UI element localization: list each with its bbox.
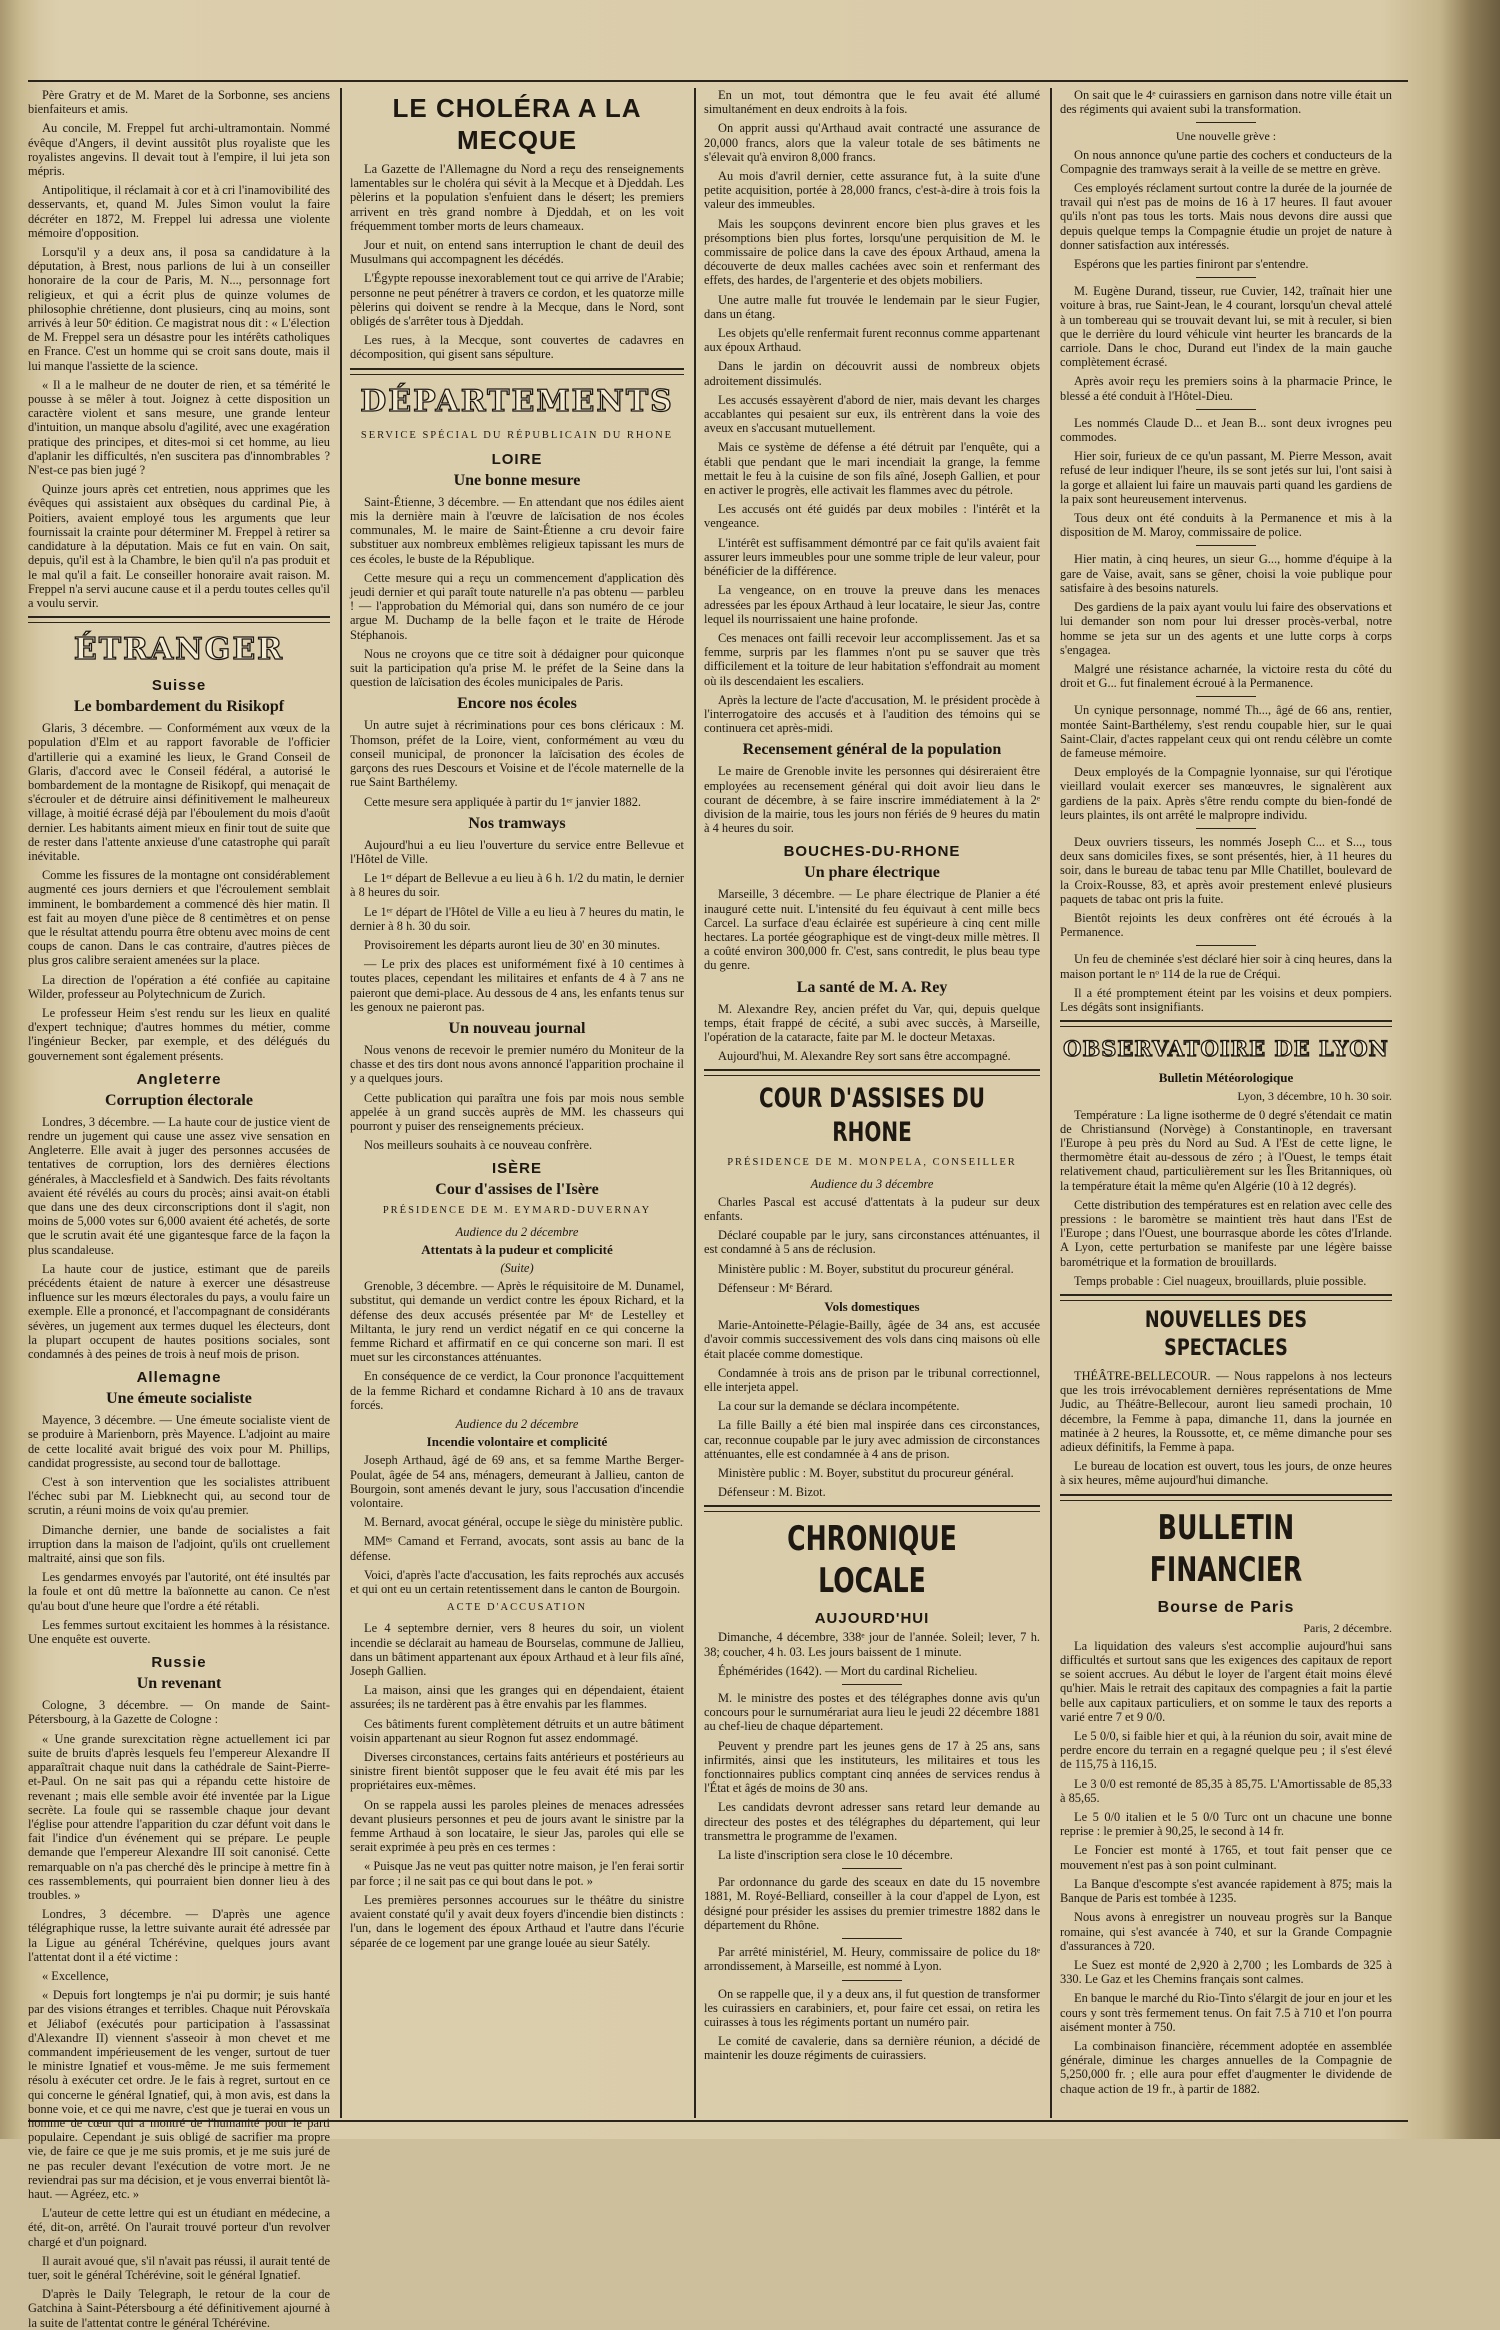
paragraph: Dans le jardin on découvrit aussi de nombreux objets adroitement dissimulés. (704, 359, 1040, 388)
paragraph: Voici, d'après l'acte d'accusation, les faits reprochés aux accusés et qui ont eu un certain retentissement dans le canton de Bourgoin. (350, 1567, 684, 1597)
paragraph: La liquidation des valeurs s'est accomplie aujourd'hui sans difficultés et surtout sans que les exigences des capitaux de report se soient accrues. Au début le loyer de l'argent était moins élevé qu'hier. Mais le retrait des capitaux des compagnies a fait la partie belle aux capitaux particuliers, et on somme le taux des reports a varié entre 7 et 9 0/0. (1060, 1638, 1392, 1724)
paragraph: Joseph Arthaud, âgé de 69 ans, et sa femme Marthe Berger-Poulat, âgée de 54 ans, ménagers, demeurant à Jallieu, canton de Bourgoin, sont amenés devant le jury, sous l'accusation d'incendie volontaire. (350, 1453, 684, 1511)
case-title: Attentats à la pudeur et complicité (421, 1241, 613, 1257)
article-heading-cholera: LE CHOLÉRA A LA MECQUE (392, 93, 642, 155)
paragraph: Dimanche dernier, une bande de socialistes a fait irruption dans la maison de l'adjoint, qu'ils ont cruellement maltraité, ainsi que son fils. (28, 1522, 330, 1566)
paragraph: « Excellence, (42, 1968, 109, 1983)
case-title: Incendie volontaire et complicité (426, 1434, 608, 1450)
paragraph: — Le prix des places est uniformément fixé à 10 centimes à toutes places, cependant les militaires et enfants de 4 à 7 ans ne paieront que demi-place. Au dessous de 4 ans, les enfants tenus sur les genoux ne paieront pas. (350, 957, 684, 1014)
subsection-heading: Suisse (151, 677, 207, 695)
column-rule (694, 88, 696, 2118)
paragraph: La Banque d'escompte s'est avancée rapidement à 875; mais la Banque de Paris est tombée à 1235. (1060, 1876, 1392, 1906)
paragraph: Londres, 3 décembre. — D'après une agence télégraphique russe, la lettre suivante aurait été adressée par la Ligue au général Tchérévine, quelques jours avant l'attentat dont il a été victime : (28, 1907, 330, 1964)
paragraph: MMᵉˢ Camand et Ferrand, avocats, sont assis au banc de la défense. (350, 1534, 684, 1563)
column-3 (704, 88, 1040, 2118)
paragraph: La liste d'inscription sera close le 10 décembre. (718, 1848, 953, 1863)
paragraph: « Il a le malheur de ne douter de rien, et sa témérité le pousse à se mêler à tout. Joignez à cette disposition un caractère violent et sans mesure, une grande lenteur d'intuition, un manque absolu d'agilité, avec une exagération pratique des principes, et dites-moi si cet homme, au lieu d'aplanir les difficultés, n'en suscitera pas d'innombrables ? N'est-ce pas bien jugé ? (28, 377, 330, 478)
paragraph: Grenoble, 3 décembre. — Après le réquisitoire de M. Dunamel, substitut, qui demande un verdict contre les époux Richard, et la défense des deux accusés présentée par Mᵉ de Lestelley et Miltanta, le jury rend un verdict négatif en ce qui concerne la femme Richard et affirmatif en ce qui concerne son mari. Il est muet sur les circonstances atténuantes. (350, 1279, 684, 1365)
paragraph: La haute cour de justice, estimant que de pareils précédents étaient de nature à exercer une désastreuse influence sur les mœurs électorales du pays, a voulu faire un exemple. Elle a prononcé, et l'accompagnant de considérants sévères, un jugement aux termes duquel les électeurs, dont la plupart occupent de hautes positions sociales, sont condamnés à des peines de trois à neuf mois de prison. (28, 1261, 330, 1362)
paragraph: Le maire de Grenoble invite les personnes qui désireraient être employées au recensement général qui doit avoir lieu dans le courant de décembre, à se faire inscrire immédiatement à la 2ᵉ division de la mairie, tous les jours non fériés de 9 heures du matin à 4 heures du soir. (704, 764, 1040, 836)
divider (1196, 409, 1256, 410)
paragraph: Au mois d'avril dernier, cette assurance fut, à la suite d'une petite acquisition, portée à 28,000 francs, c'est-à-dire à trois fois la valeur des immeubles. (704, 169, 1040, 212)
paragraph: Les objets qu'elle renfermait furent reconnus comme appartenant aux époux Arthaud. (704, 326, 1040, 355)
paragraph: La Gazette de l'Allemagne du Nord a reçu des renseignements lamentables sur le choléra qui sévit à la Mecque et à Djeddah. Les pèlerins et la population s'enfuient dans le désert; les premiers arrivent en très grand nombre à Djeddah, et on les voit fréquemment tomber morts de leurs chameaux. (350, 162, 684, 233)
paragraph: Il a été promptement éteint par les voisins et deux pompiers. Les dégâts sont insignifiants. (1060, 985, 1392, 1014)
article-title: Un phare électrique (804, 864, 940, 882)
paragraph: Les nommés Claude D... et Jean B... sont deux ivrognes peu commodes. (1060, 415, 1392, 445)
divider (1196, 696, 1256, 697)
divider (842, 1938, 902, 1939)
article-title: Un revenant (136, 1675, 222, 1693)
paragraph: M. Eugène Durand, tisseur, rue Cuvier, 142, traînait hier une voiture à bras, rue Saint-Jean, le 4 courant, lorsqu'un cheval attelé à un tombereau qui se trouvait devant lui, se mit à reculer, si bien que le derrière du lourd véhicule vint heurter les brancards de la carriole. Dans le choc, Durand eut l'index de la main gauche complètement écrasé. (1060, 284, 1392, 370)
paragraph: On se rappela aussi les paroles pleines de menaces adressées devant plusieurs personnes et peu de jours avant le sinistre par la femme Arthaud à son locataire, le sieur Jas, paroles qui elle se serait exprimée à peu près en ces termes : (350, 1797, 684, 1855)
paragraph: La direction de l'opération a été confiée au capitaine Wilder, professeur au Polytechnicum de Zurich. (28, 972, 330, 1001)
paragraph: Tous deux ont été conduits à la Permanence et mis à la disposition de M. Maroy, commissaire de police. (1060, 511, 1392, 540)
divider (1196, 545, 1256, 546)
paragraph: Après avoir reçu les premiers soins à la pharmacie Prince, le blessé a été conduit à l'Hôtel-Dieu. (1060, 374, 1392, 403)
paragraph: Après la lecture de l'acte d'accusation, M. le président procède à l'interrogatoire des accusés et à l'audition des témoins qui se continuera cet après-midi. (704, 692, 1040, 736)
paragraph: Ces menaces ont failli recevoir leur accomplissement. Jas et sa femme, surpris par les flammes n'ont pu se sauver que très difficilement et la toiture de leur habitation s'effondrait au moment où ils descendaient les escaliers. (704, 630, 1040, 688)
paragraph: Jour et nuit, on entend sans interruption le chant de deuil des Musulmans qui accompagnent les décédés. (350, 238, 684, 267)
paragraph: « Puisque Jas ne veut pas quitter notre maison, je l'en ferai sortir par force ; il ne sait pas ce qui bout dans le pot. » (350, 1859, 684, 1888)
paragraph: Antipolitique, il réclamait à cor et à cri l'inamovibilité des desservants, et, quand M. Jules Simon voulut la faire décréter en 1872, M. Freppel lui adressa une violente mémoire d'opposition. (28, 183, 330, 240)
acte-heading: ACTE D'ACCUSATION (446, 1602, 588, 1614)
paragraph: Charles Pascal est accusé d'attentats à la pudeur sur deux enfants. (704, 1194, 1040, 1223)
paragraph: Diverses circonstances, certains faits antérieurs et postérieurs au sinistre firent bientôt supposer que le feu avait été mis par les propriétaires eux-mêmes. (350, 1750, 684, 1793)
paragraph: Lorsqu'il y a deux ans, il posa sa candidature à la députation, à Brest, nous parlions de lui à un conseiller honoraire de la cour de Paris, M. N..., personnage fort religieux, et qui a écrit plus de quinze volumes de philosophie chrétienne, dont plusieurs, cinq au moins, sont arrivés à leur 50ᵉ édition. Ce magistrat nous dit : « L'élection de M. Freppel sera un désastre pour les intérêts catholiques en France. C'est un homme qui se croit sans doute, mais il lui manque l'assiette de la science. (28, 245, 330, 373)
paragraph: Quinze jours après cet entretien, nous apprimes que les évêques qui assistaient aux obsèques du cardinal Pie, à Poitiers, avaient employé tous les arguments que leur fournissait la crainte pour déterminer M. Freppel à retirer sa candidature à la députation. Mais ce fut en vain. On sait, depuis, qu'il est à la Chambre, le bien qu'il n'a pas produit et le mal qu'il a fait. Le conseiller honoraire avait raison. M. Freppel n'a servi aucune cause et il a perdu toutes celles qu'il a voulu servir. (28, 482, 330, 610)
audience-line: Audience du 2 décembre (455, 1417, 579, 1431)
column-rule (1050, 88, 1052, 2118)
paragraph: Les rues, à la Mecque, sont couvertes de cadavres en décomposition, qui gisent sans sépulture. (350, 333, 684, 362)
service-line: SERVICE SPÉCIAL DU RÉPUBLICAIN DU RHONE (360, 429, 674, 441)
article-title: Encore nos écoles (457, 695, 577, 713)
paragraph: Ces employés réclament surtout contre la durée de la journée de travail qui n'est pas de moins de 16 à 17 heures. Il faut avouer qu'ils n'ont pas tous les torts. Mais nous devons dire aussi que depuis quelque temps la Compagnie étudie un projet de nature à donner satisfaction aux intéressés. (1060, 181, 1392, 252)
paragraph: Le Suez est monté de 2,920 à 2,700 ; les Lombards de 325 à 330. Le Gaz et les Chemins français sont calmes. (1060, 1957, 1392, 1987)
paragraph: L'intérêt est suffisamment démontré par ce fait qu'ils avaient fait assurer leurs immeubles pour une somme triple de leur valeur, pour bénéficier de la différence. (704, 535, 1040, 579)
paragraph: Le 4 septembre dernier, vers 8 heures du soir, un violent incendie se déclarait au hameau de Bourselas, commune de Jallieu, dans un bâtiment appartenant aux époux Arthaud et à leur fils aîné, Joseph Gallien. (350, 1621, 684, 1679)
paragraph: Les premières personnes accourues sur le théâtre du sinistre avaient constaté qu'il y avait deux foyers d'incendie bien distincts : l'un, dans le logement des époux Arthaud et l'autre dans l'écurie séparée de ce logement par une grange louée au sieur Satély. (350, 1892, 684, 1950)
paragraph: « Une grande surexcitation règne actuellement ici par suite de bruits d'après lesquels feu l'empereur Alexandre II apparaîtrait chaque nuit dans la cathédrale de Saint-Pierre-et-Paul. On ne sait pas qui a répandu cette histoire de revenant ; mais elle semble avoir été inventée par la Ligue secrète. La foule qui se rassemble chaque jour devant l'église pour attendre l'apparition du czar défunt voit dans le fait l'indice d'un événement qui se prépare. Le peuple demande que l'empereur Alexandre III soit canonisé. Cette remarquable on n'a pas cherché dès le principe à mettre fin à ces rassemblements, qui pourraient bien donner lieu à des troubles. » (28, 1731, 330, 1902)
article-title: Une émeute socialiste (106, 1390, 252, 1408)
subsection-heading: Russie (151, 1654, 207, 1672)
paragraph: Ces bâtiments furent complètement détruits et un autre bâtiment voisin appartenant au sieur Rognon fut assez endommagé. (350, 1716, 684, 1745)
paragraph: Le 5 0/0 italien et le 5 0/0 Turc ont un chacune une bonne reprise : le premier à 90,25, le second à 14 fr. (1060, 1810, 1392, 1839)
column-2 (350, 88, 684, 2118)
column-rule (340, 88, 342, 2118)
paragraph: Ministère public : M. Boyer, substitut du procureur général. (718, 1466, 1014, 1481)
paragraph: Saint-Étienne, 3 décembre. — En attendant que nos édiles aient mis la dernière main à l'œuvre de laïcisation de nos écoles communales, M. le maire de Saint-Étienne a cru devoir faire substituer aux nombreux emblèmes religieux tapissant les murs de ces écoles, le buste de la République. (350, 494, 684, 566)
paragraph: La combinaison financière, récemment adoptée en assemblée générale, diminue les charges annuelles de la Compagnie de 5,250,000 fr. ; elle aura pour effet d'augmenter le dividende de chaque action de 19 fr., à partir de 1882. (1060, 2038, 1392, 2096)
paragraph: Londres, 3 décembre. — La haute cour de justice vient de rendre un jugement qui cause une assez vive sensation en Angleterre. Elle avait à juger des personnes accusées de tentatives de corruption, lors des dernières élections générales, à Macclesfield et à Sandwich. Des faits révoltants avaient été révélés au cours du procès; ainsi avait-on établi que dans une des deux circonscriptions dont il s'agit, non moins de 5,000 votes sur 6,000 avaient été achetés, de sorte que le scrutin avait été une gigantesque farce de la façon la plus scandaleuse. (28, 1114, 330, 1257)
paragraph: Le 3 0/0 est remonté de 85,35 à 85,75. L'Amortissable de 85,33 à 85,65. (1060, 1776, 1392, 1805)
paragraph: On apprit aussi qu'Arthaud avait contracté une assurance de 20,000 francs, alors que la valeur totale de ses bâtiments ne s'élevait qu'à environ 8,000 francs. (704, 121, 1040, 164)
section-heading-cour-assises: COUR D'ASSISES DU RHONE (759, 1083, 985, 1149)
section-heading-chronique: CHRONIQUE LOCALE (787, 1519, 957, 1602)
paragraph: Marseille, 3 décembre. — Le phare électrique de Planier a été inauguré cette nuit. L'intensité du feu équivaut à cent mille becs Carcel. La surface d'eau éclairée est supérieure à cinq cent mille hectares. La portée géographique est de vingt-deux mille mètres. Il a coûté environ 300,000 fr. C'est, sans contredit, le plus beau type du genre. (704, 887, 1040, 973)
paragraph: Ministère public : M. Boyer, substitut du procureur général. (718, 1261, 1014, 1276)
paragraph: Temps probable : Ciel nuageux, brouillards, pluie possible. (1074, 1273, 1367, 1288)
section-heading-etranger: ÉTRANGER (73, 632, 285, 668)
subsection-heading: AUJOURD'HUI (814, 1610, 930, 1628)
article-title: Une nouvelle grève : (1175, 129, 1277, 144)
paragraph: Il aurait avoué que, s'il n'avait pas réussi, il aurait tenté de tuer, soit le général Tchérévine, soit le général Ignatief. (28, 2253, 330, 2282)
paragraph: Condamnée à trois ans de prison par le tribunal correctionnel, elle interjeta appel. (704, 1365, 1040, 1395)
section-heading-departements: DÉPARTEMENTS (360, 383, 674, 419)
paragraph: D'après le Daily Telegraph, le retour de la cour de Gatchina à Saint-Pétersbourg a été définitivement ajourné à la suite de l'attentat contre le général Tchérévine. (28, 2287, 330, 2330)
article-title: Un nouveau journal (448, 1019, 586, 1037)
paragraph: Par arrêté ministériel, M. Heury, commissaire de police du 18ᵉ arrondissement, à Marseille, est nommé à Lyon. (704, 1945, 1040, 1974)
paragraph: La fille Bailly a été bien mal inspirée dans ces circonstances, car, reconnue coupable par le jury avec admission de circonstances atténuantes, elle est condamnée à 4 ans de prison. (704, 1418, 1040, 1461)
paragraph: Éphémérides (1642). — Mort du cardinal Richelieu. (718, 1663, 978, 1678)
paragraph: Le comité de cavalerie, dans sa dernière réunion, a décidé de maintenir les douze régiments de cuirassiers. (704, 2034, 1040, 2063)
divider (1196, 945, 1256, 946)
paragraph: Les accusés essayèrent d'abord de nier, mais devant les charges accablantes qui pesaient sur eux, ils entrèrent dans la voie des aveux en s'accusant mutuellement. (704, 392, 1040, 436)
section-heading-spectacles: NOUVELLES DES SPECTACLES (1144, 1308, 1308, 1362)
audience-line: Audience du 2 décembre (455, 1224, 579, 1239)
article-title: Nos tramways (468, 814, 566, 832)
paragraph: Cette publication qui paraîtra une fois par mois nous semble appelée à un grand succès auprès de MM. les chasseurs qui pourront y puiser des renseignements précieux. (350, 1090, 684, 1133)
paragraph: Un autre sujet à récriminations pour ces bons cléricaux : M. Thomson, préfet de la Loire, vient, conformément au vœu du conseil municipal, de prononcer la laïcisation des écoles de garçons des rues Descours et Voisine et de l'école maternelle de la rue Saint Barthélemy. (350, 718, 684, 790)
paragraph: Provisoirement les départs auront lieu de 30' en 30 minutes. (364, 937, 661, 952)
paragraph: Nous avons à enregistrer un nouveau progrès sur la Banque romaine, qui s'est avancée à 740, et sur la Grande Compagnie d'assurances à 720. (1060, 1910, 1392, 1953)
paragraph: Bientôt rejoints les deux confrères ont été écroués à la Permanence. (1060, 910, 1392, 940)
article-title: Recensement général de la population (742, 741, 1002, 759)
paragraph: On nous annonce qu'une partie des cochers et conducteurs de la Compagnie des tramways serait à la veille de se mettre en grève. (1060, 147, 1392, 176)
paragraph: Le Foncier est monté à 1765, et tout fait penser que ce mouvement n'est pas à son point culminant. (1060, 1843, 1392, 1872)
paragraph: En banque le marché du Rio-Tinto s'élargit de jour en jour et les cours y sont très fermement tenus. On fait 7.5 à 710 et l'on pourra aisément monter à 750. (1060, 1991, 1392, 2034)
case-title: Vols domestiques (824, 1299, 920, 1314)
divider (842, 1868, 902, 1869)
paragraph: Le 5 0/0, si faible hier et qui, à la réunion du soir, avait mine de perdre encore du terrain en a regagné quelque peu ; il s'est élevé de 115,75 à 116,15. (1060, 1729, 1392, 1772)
section-rule (28, 616, 330, 623)
paragraph: Par ordonnance du garde des sceaux en date du 15 novembre 1881, M. Royé-Belliard, conseiller à la cour d'appel de Lyon, est désigné pour présider les assises du premier trimestre 1882 dans le département du Rhône. (704, 1875, 1040, 1932)
paragraph: Marie-Antoinette-Pélagie-Bailly, âgée de 34 ans, est accusée d'avoir commis successivement des vols dans cinq maisons où elle était placée comme domestique. (704, 1318, 1040, 1361)
section-rule (1060, 1294, 1392, 1301)
bulletin-subtitle: Bulletin Météorologique (1158, 1070, 1294, 1086)
paragraph: Cologne, 3 décembre. — On mande de Saint-Pétersbourg, à la Gazette de Cologne : (28, 1698, 330, 1727)
paragraph: Hier soir, furieux de ce qu'un passant, M. Pierre Messon, avait refusé de leur indiquer l'heure, ils se sont jetés sur lui, l'ont saisi à la gorge et allaient lui faire un mauvais parti quand les gardiens de la paix sont heureusement intervenus. (1060, 449, 1392, 506)
paragraph: La cour sur la demande se déclara incompétente. (718, 1399, 960, 1414)
paragraph: Nos meilleurs souhaits à ce nouveau confrère. (364, 1138, 593, 1153)
divider (1196, 277, 1256, 278)
section-rule (704, 1069, 1040, 1076)
paragraph: Comme les fissures de la montagne ont considérablement augmenté ces jours derniers et que l'écroulement semblait imminent, le bombardement a commencé dès hier matin. Il est fait au moyen d'une pièce de 8 centimètres et on pense que le résultat attendu pourra être obtenu avec moins de cent coups de canon. Dans le cas contraire, d'autres pièces de plus gros calibre seraient amenées sur la place. (28, 868, 330, 968)
paragraph: Deux ouvriers tisseurs, les nommés Joseph C... et S..., tous deux sans domiciles fixes, se sont présentés, hier, à 11 heures du soir, dans le bureau de tabac tenu par Mlle Chatillet, boulevard de la Croix-Rousse, 83, et après avoir prestement enlevé plusieurs paquets de tabac ont pris la fuite. (1060, 834, 1392, 906)
article-title: Corruption électorale (105, 1091, 253, 1109)
paragraph: Aujourd'hui, M. Alexandre Rey sort sans être accompagné. (718, 1049, 1011, 1064)
subsection-heading: BOUCHES-DU-RHONE (783, 843, 961, 861)
paragraph: Père Gratry et de M. Maret de la Sorbonne, ses anciens bienfaiteurs et amis. (28, 88, 330, 117)
paragraph: Glaris, 3 décembre. — Conformément aux vœux de la population d'Elm et au rapport favorable de l'officier d'artillerie qui a examiné les lieux, le Grand Conseil de Glaris, d'accord avec le Conseil fédéral, a autorisé le bombardement de la montagne de Risikopf, qui menaçait de s'écrouler et de détruire ainsi définitivement le malheureux village, à moitié écrasé déjà par l'éboulement du mois d'août dernier. Les habitants aiment mieux en finir tout de suite que de rester dans l'attente anxieuse d'une catastrophe qui paraît inévitable. (28, 721, 330, 863)
paragraph: La vengeance, on en trouve la preuve dans les menaces adressées par les époux Arthaud à leur locataire, le sieur Jas, contre lequel ils nourrissaient une haine profonde. (704, 583, 1040, 626)
suite-line: (Suite) (500, 1260, 534, 1275)
paragraph: Mais les soupçons devinrent encore bien plus graves et les présomptions bien plus fortes, lorsqu'une perquisition de M. le commissaire de police dans la cave des époux Arthaud, amena la découverte de deux malles cachées avec soin et renfermant des effets, des hardes, de l'argenterie et des objets mobiliers. (704, 216, 1040, 288)
paragraph: M. Alexandre Rey, ancien préfet du Var, qui, depuis quelque temps, était frappé de cécité, a subi avec succès, à Marseille, l'opération de la cataracte, faite par M. le docteur Metaxas. (704, 1001, 1040, 1044)
paragraph: La maison, ainsi que les granges qui en dépendaient, étaient assurées; ils ne tardèrent pas à être envahis par les flammes. (350, 1683, 684, 1712)
presidence-line: PRÉSIDENCE DE M. EYMARD-DUVERNAY (382, 1205, 652, 1217)
subsection-heading: LOIRE (491, 450, 543, 468)
article-title: Le bombardement du Risikopf (73, 698, 285, 716)
paragraph: Le bureau de location est ouvert, tous les jours, de onze heures à six heures, même aujourd'hui dimanche. (1060, 1459, 1392, 1488)
paragraph: Le 1ᵉʳ départ de l'Hôtel de Ville a eu lieu à 7 heures du matin, le dernier à 8 h. 30 du soir. (350, 904, 684, 933)
subsection-heading: Allemagne (136, 1369, 222, 1387)
subsection-heading: Bourse de Paris (1157, 1598, 1295, 1616)
paragraph: M. le ministre des postes et des télégraphes donne avis qu'un concours pour le surnumérariat aura lieu le jeudi 22 décembre 1881 au chef-lieu de chaque département. (704, 1691, 1040, 1734)
article-title: Une bonne mesure (453, 471, 581, 489)
paragraph: Espérons que les parties finiront par s'entendre. (1074, 257, 1309, 272)
bourse-dateline: Paris, 2 décembre. (1303, 1620, 1392, 1635)
paragraph: En un mot, tout démontra que le feu avait été allumé simultanément en deux endroits à la fois. (704, 88, 1040, 117)
paragraph: Nous venons de recevoir le premier numéro du Moniteur de la chasse et des tirs dont nous avons annoncé l'apparition prochaine il y a quelques jours. (350, 1042, 684, 1086)
paragraph: M. Bernard, avocat général, occupe le siège du ministère public. (364, 1515, 683, 1530)
divider (1196, 828, 1256, 829)
section-rule (704, 1505, 1040, 1512)
paragraph: Deux employés de la Compagnie lyonnaise, sur qui l'érotique vieillard voulait exercer ses manœuvres, le signalèrent aux gardiens de la paix. Après s'être rendu compte du bien-fondé de leurs plaintes, ils ont arrêté le malpropre individu. (1060, 765, 1392, 822)
paragraph: Une autre malle fut trouvée le lendemain par le sieur Fugier, dans un étang. (704, 292, 1040, 321)
subsection-heading: ISÈRE (491, 1160, 542, 1178)
paragraph: En conséquence de ce verdict, la Cour prononce l'acquittement de la femme Richard et condamne Richard à 10 ans de travaux forcés. (350, 1369, 684, 1412)
top-rule (28, 80, 1408, 82)
article-title: La santé de M. A. Rey (796, 978, 948, 996)
divider (1196, 122, 1256, 123)
article-title: Cour d'assises de l'Isère (435, 1181, 599, 1199)
paragraph: Le professeur Heim s'est rendu sur les lieux en qualité d'expert technique; d'autres hommes du métier, comme l'ingénieur Becker, par exemple, et des délégués du gouvernement sont également présents. (28, 1005, 330, 1063)
paragraph: Température : La ligne isotherme de 0 degré s'étendait ce matin de Christiansund (Norvège) à Constantinople, en traversant l'Europe à peu près du Nord au Sud. A l'Est de cette ligne, le thermomètre était au-dessous de zéro ; à l'Ouest, le temps était relativement chaud, particulièrement sur les Îles Britanniques, où la température était la même qu'en Algérie (10 à 12 degrés). (1060, 1107, 1392, 1193)
paragraph: Cette mesure sera appliquée à partir du 1ᵉʳ janvier 1882. (364, 794, 641, 809)
paragraph: Nous ne croyons que ce titre soit à dédaigner pour quiconque suit la participation qu'a prise M. le préfet de la Seine dans la question de laïcisation des écoles municipales de Paris. (350, 646, 684, 690)
divider (842, 1684, 902, 1685)
paragraph: Un cynique personnage, nommé Th..., âgé de 66 ans, rentier, montée Saint-Barthélemy, s'est rendu coupable hier, sur le quai Saint-Clair, d'actes rappelant ceux qui ont rendu célèbre un comte de fameuse mémoire. (1060, 703, 1392, 760)
section-heading-observatoire: OBSERVATOIRE DE LYON (1063, 1036, 1389, 1062)
paragraph: THÉÂTRE-BELLECOUR. — Nous rappelons à nos lecteurs que les trois irrévocablement dernières représentations de Mme Judic, au Théâtre-Bellecour, auront lieu samedi prochain, 10 décembre, la Femme à papa, dimanche 11, dans la journée en matinée à 2 heures, la Roussotte, et, ce même dimanche pour ses adieux définitifs, la Femme à papa. (1060, 1369, 1392, 1455)
paragraph: On se rappelle que, il y a deux ans, il fut question de transformer les cuirassiers en carabiniers, et, pour faire cet essai, on retira les cuirasses à tous les régiments portant un numéro pair. (704, 1986, 1040, 2029)
section-heading-bulletin-financier: BULLETIN FINANCIER (1149, 1507, 1303, 1590)
paragraph: Mais ce système de défense a été détruit par l'enquête, qui a établi que pendant que le mari incendiait la grange, la femme mettait le feu à la cuisine de son fils aîné, Joseph Gallien, et pour en activer le progrès, elle activait les flammes avec du pétrole. (704, 440, 1040, 498)
paragraph: Dimanche, 4 décembre, 338ᵉ jour de l'année. Soleil; lever, 7 h. 38; coucher, 4 h. 03. Les jours baissent de 1 minute. (704, 1630, 1040, 1659)
paragraph: Cette distribution des températures est en relation avec celle des pressions : le baromètre se maintient très haut dans l'Est de l'Europe ; dans l'Ouest, une bourrasque aborde les côtes d'Irlande. A Lyon, cette perturbation se manifeste par une légère baisse barométrique et la formation de brouillards. (1060, 1197, 1392, 1269)
paragraph: Hier matin, à cinq heures, un sieur G..., homme d'équipe à la gare de Vaise, avait, sans se gêner, choisi la voie publique pour satisfaire à des besoins naturels. (1060, 552, 1392, 595)
paragraph: Les accusés ont été guidés par deux mobiles : l'intérêt et la vengeance. (704, 502, 1040, 531)
paragraph: Peuvent y prendre part les jeunes gens de 17 à 25 ans, sans infirmités, ainsi que les instituteurs, les militaires et tous les fonctionnaires publics comptant cinq années de services rendus à l'État et âgés de moins de 30 ans. (704, 1738, 1040, 1796)
paragraph: Déclaré coupable par le jury, sans circonstances atténuantes, il est condamné à 5 ans de réclusion. (704, 1228, 1040, 1257)
paragraph: L'auteur de cette lettre qui est un étudiant en médecine, a été, dit-on, arrêté. On l'aurait trouvé porteur d'un revolver chargé et d'un poignard. (28, 2206, 330, 2249)
paragraph: Les femmes surtout excitaient les hommes à la résistance. Une enquête est ouverte. (28, 1617, 330, 1647)
paragraph: L'Égypte repousse inexorablement tout ce qui arrive de l'Arabie; personne ne peut pénétrer à travers ce cordon, et les quatorze mille pèlerins qui doivent se rendre à la Mecque, dans le Nord, sont obligés de s'arrêter tous à Djeddah. (350, 271, 684, 329)
paragraph: On sait que le 4ᵉ cuirassiers en garnison dans notre ville était un des régiments qui avaient subi la transformation. (1060, 88, 1392, 117)
paragraph: « Depuis fort longtemps je n'ai pu dormir; je suis hanté par des visions étranges et terribles. Chaque nuit Pérovskaïa et Jéliabof (exécutés pour participation à l'assassinat d'Alexandre II) viennent s'asseoir à mon chevet et me commandent impérieusement de les venger, surtout de tuer le ministre Ignatief et vous-même. Je me suis fermement résolu à exécuter cet ordre. Je le fais à regret, surtout en ce qui concerne le général Ignatief, qui, à mon avis, est dans la bonne voie, et ce qui me navre, c'est que je tuerai en vous un homme de cœur qui a montré de l'humanité pour le parti populaire. Cependant je suis obligé de sacrifier ma propre vie, de faire ce que je me suis promis, et je me suis juré de ne pas reculer devant l'exécution de votre mort. Je ne reviendrai pas sur ma décision, et je vous enverrai bientôt là-haut. — Agréez, etc. » (28, 1988, 330, 2201)
section-rule (1060, 1494, 1392, 1501)
paragraph: Le 1ᵉʳ départ de Bellevue a eu lieu à 6 h. 1/2 du matin, le dernier à 8 heures du soir. (350, 871, 684, 900)
divider (842, 1980, 902, 1981)
paragraph: Malgré une résistance acharnée, la victoire resta du côté du droit et G... fut finalement écroué à la Permanence. (1060, 661, 1392, 691)
paragraph: Aujourd'hui a eu lieu l'ouverture du service entre Bellevue et l'Hôtel de Ville. (350, 837, 684, 866)
presidence-line: PRÉSIDENCE DE M. MONPELA, CONSEILLER (727, 1157, 1017, 1169)
paragraph: Défenseur : Mᵉ Bérard. (718, 1280, 833, 1295)
paragraph: Des gardiens de la paix ayant voulu lui faire des observations et lui demander son nom pour lui dresser procès-verbal, notre homme se jeta sur un des agents et une lutte corps à corps s'engagea. (1060, 600, 1392, 657)
paragraph: C'est à son intervention que les socialistes attribuent l'échec subi par M. Liebknecht qui, au second tour de scrutin, a réuni moins de voix qu'au premier. (28, 1475, 330, 1518)
section-rule (1060, 1020, 1392, 1027)
column-1 (28, 88, 330, 2330)
bulletin-dateline: Lyon, 3 décembre, 10 h. 30 soir. (1237, 1089, 1392, 1104)
paragraph: Défenseur : M. Bizot. (718, 1485, 826, 1500)
paragraph: Les gendarmes envoyés par l'autorité, ont été insultés par la foule et ont dû mettre la baïonnette au canon. Ce n'est qu'au bout d'une heure que l'ordre a été rétabli. (28, 1570, 330, 1613)
subsection-heading: Angleterre (136, 1070, 222, 1088)
audience-line: Audience du 3 décembre (810, 1176, 934, 1191)
paragraph: Au concile, M. Freppel fut archi-ultramontain. Nommé évêque d'Angers, il devint aussitôt plus royaliste que les royalistes angevins. Il devait tout à l'empire, il lui jeta son mépris. (28, 121, 330, 179)
paragraph: Les candidats devront adresser sans retard leur demande au directeur des postes et des télégraphes du département, qui leur transmettra le programme de l'examen. (704, 1800, 1040, 1843)
paragraph: Un feu de cheminée s'est déclaré hier soir à cinq heures, dans la maison portant le nᵒ 114 de la rue de Créqui. (1060, 952, 1392, 981)
column-4 (1060, 88, 1392, 2118)
paragraph: Mayence, 3 décembre. — Une émeute socialiste vient de se produire à Marienborn, près Mayence. L'adjoint au maire de cette localité avait brigué des voix pour M. Phillips, candidat progressiste, au second tour de ballottage. (28, 1413, 330, 1470)
paragraph: Cette mesure qui a reçu un commencement d'application dès jeudi dernier et qui paraît toute naturelle n'a pas obtenu — parbleu ! — l'approbation du Mémorial qui, dans son numéro de ce jour argue M. Duchamp de la belle façon et le traite de Hérode Stéphanois. (350, 570, 684, 642)
section-rule (350, 368, 684, 375)
